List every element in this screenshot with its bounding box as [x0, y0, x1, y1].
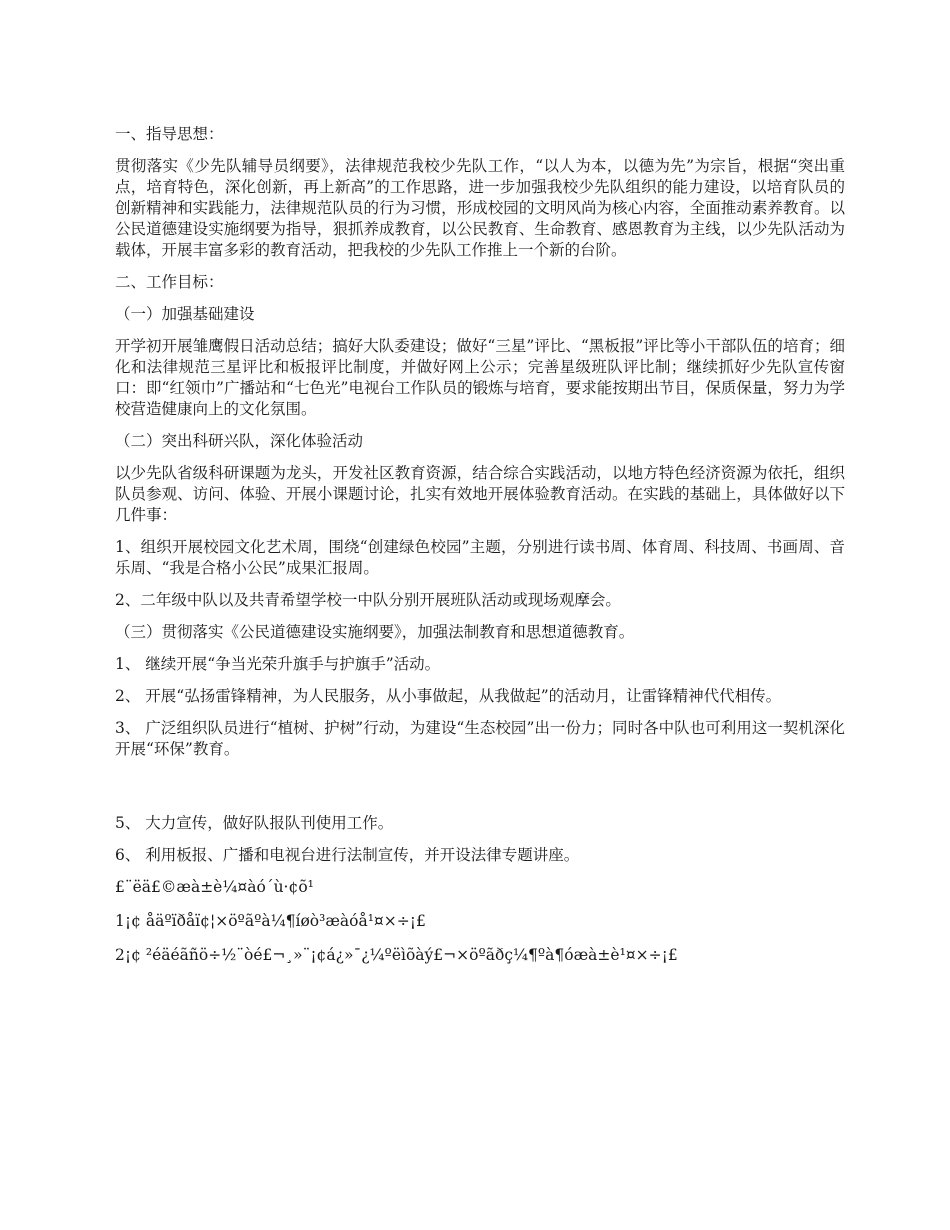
garbled-item-1: 1¡¢ åäºïðåï¢¦×öºãºà¼¶íøò³æàóå¹¤×÷¡£ [115, 912, 426, 930]
garbled-item-2: 2¡¢ ²éäéãñö÷½¨òé£¬¸»¨¡¢á¿»¯¿¼ºëìõàý£¬×öºãðç¼¶ºà¶óæà±è¹¤×÷¡£ [115, 946, 678, 964]
sub1-body: 开学初开展雏鹰假日活动总结；搞好大队委建设；做好“三星”评比、“黑板报”评比等小干部队伍的培育；细化和法律规范三星评比和板报评比制度，并做好网上公示；完善星级班队评比制；继续抓好少先队宣传窗口：即“红领巾”广播站和“七色光”电视台工作队员的锻炼与培育，要求能按期出节目，保质保量，努力为学校营造健康向上的文化氛围。 [115, 337, 845, 418]
sub2-item-2: 2、二年级中队以及共青希望学校一中队分别开展班队活动或现场观摩会。 [115, 591, 621, 609]
sub3-item-2: 2、 开展“弘扬雷锋精神，为人民服务，从小事做起，从我做起”的活动月，让雷锋精神代代相传。 [115, 687, 782, 705]
sub3-item-6: 6、 利用板报、广播和电视台进行法制宣传，并开设法律专题讲座。 [115, 846, 580, 864]
sub3-item-5: 5、 大力宣传，做好队报队刊使用工作。 [115, 814, 394, 832]
section1-body: 贯彻落实《少先队辅导员纲要》，法律规范我校少先队工作，“以人为本，以德为先”为宗旨，根据“突出重点，培育特色，深化创新，再上新高”的工作思路，进一步加强我校少先队组织的能力建设，以培育队员的创新精神和实践能力，法律规范队员的行为习惯，形成校园的文明风尚为核心内容，全面推动素养教育。以公民道德建设实施纲要为指导，狠抓养成教育，以公民教育、生命教育、感恩教育为主线，以少先队活动为载体，开展丰富多彩的教育活动，把我校的少先队工作推上一个新的台阶。 [115, 157, 845, 259]
sub2-item-1: 1、组织开展校园文化艺术周，围绕“创建绿色校园”主题，分别进行读书周、体育周、科技周、书画周、音乐周、“我是合格小公民”成果汇报周。 [115, 538, 845, 577]
sub3-item-3: 3、 广泛组织队员进行“植树、护树”行动，为建设“生态校园”出一份力；同时各中队也可利用这一契机深化开展“环保”教育。 [115, 719, 845, 758]
document-content [115, 124, 845, 979]
sub3-item-1: 1、 继续开展“争当光荣升旗手与护旗手”活动。 [115, 655, 441, 673]
section1-heading: 一、指导思想： [115, 125, 224, 143]
section2-heading: 二、工作目标： [115, 273, 224, 291]
garbled-heading: £¨ëä£©æà±è¼¤àó´ù·¢õ¹ [115, 878, 314, 896]
sub2-body: 以少先队省级科研课题为龙头，开发社区教育资源，结合综合实践活动，以地方特色经济资源为依托，组织队员参观、访问、体验、开展小课题讨论，扎实有效地开展体验教育活动。在实践的基础上，具体做好以下几件事： [115, 464, 845, 524]
blank-gap [115, 771, 845, 813]
sub3-heading: （三）贯彻落实《公民道德建设实施纲要》，加强法制教育和思想道德教育。 [115, 623, 635, 641]
sub1-heading: （一）加强基础建设 [115, 305, 255, 323]
sub2-heading: （二）突出科研兴队，深化体验活动 [115, 432, 364, 450]
